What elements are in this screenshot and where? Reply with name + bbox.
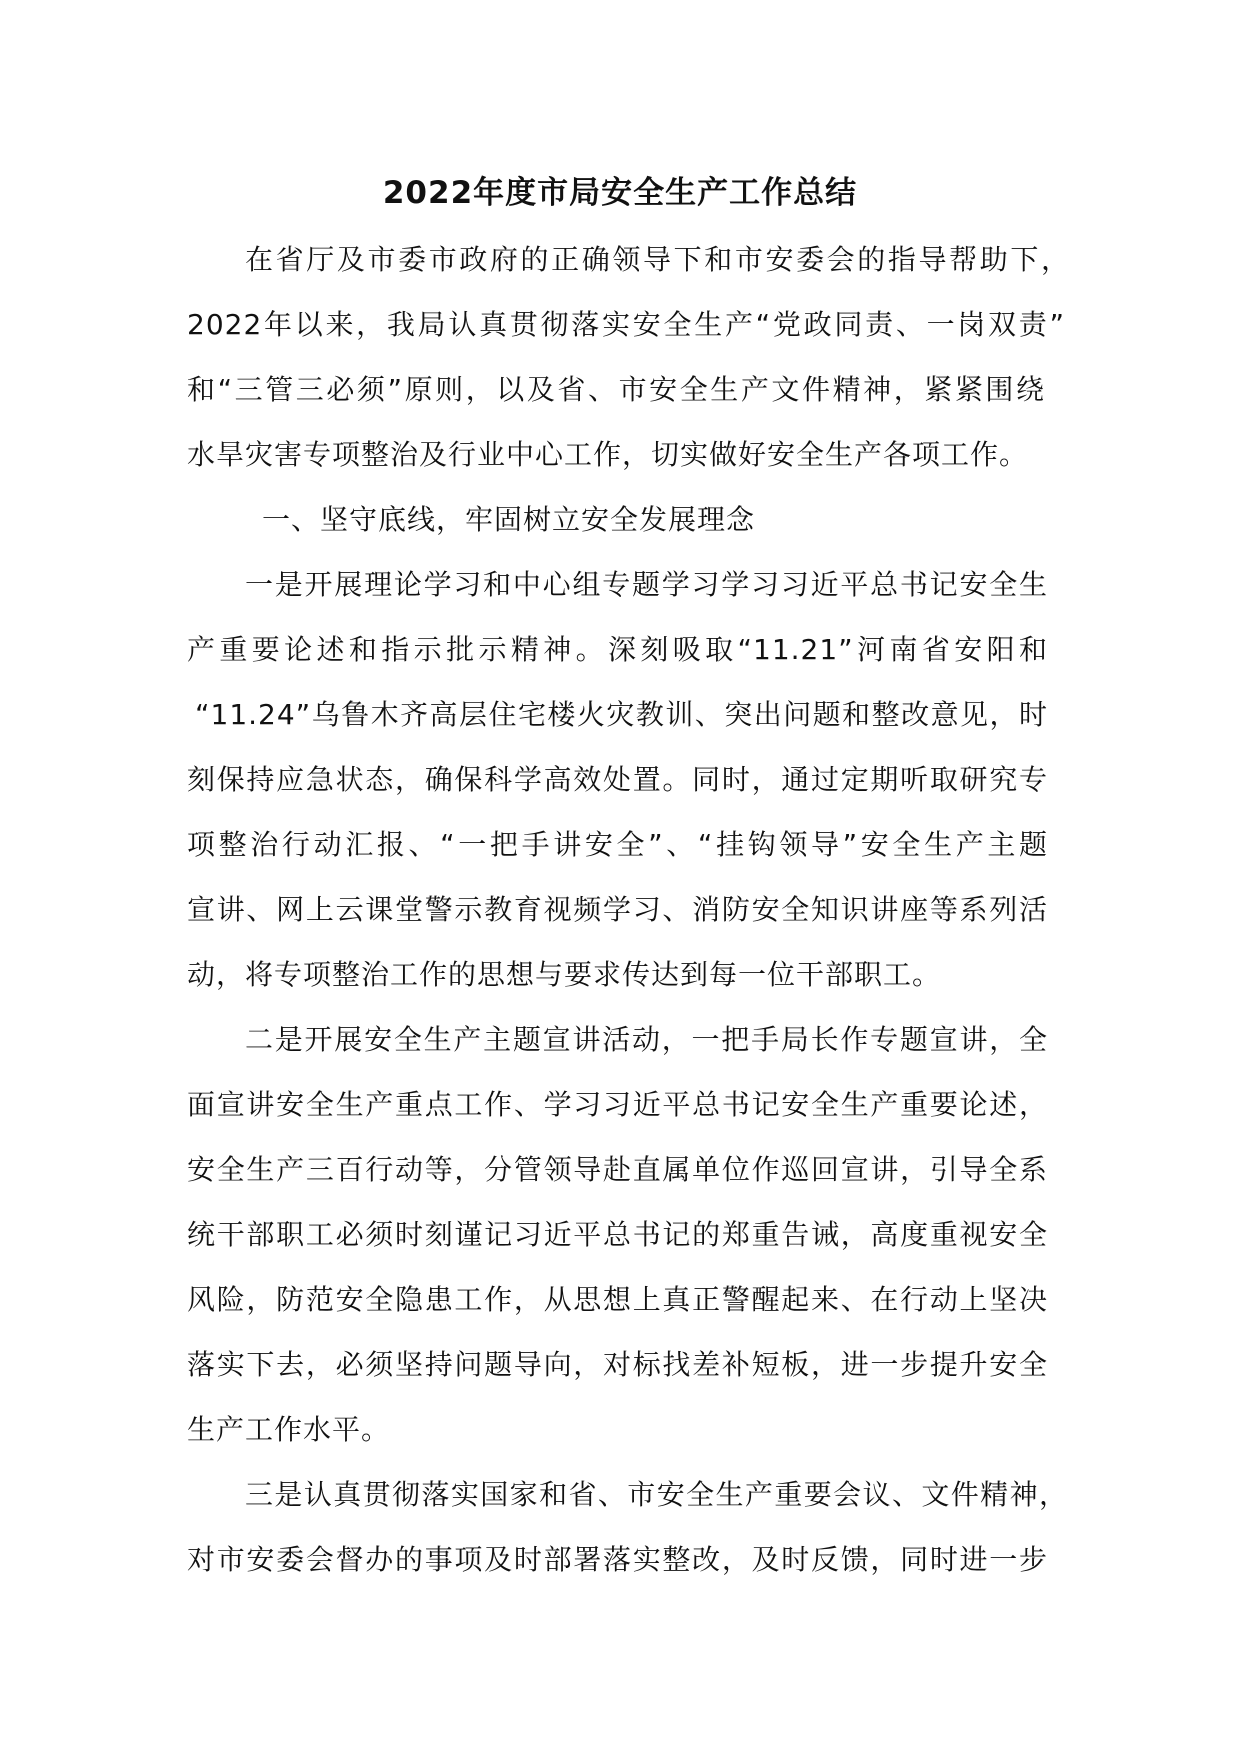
paragraph-3-line-1: 二是开展安全生产主题宣讲活动，一把手局长作专题宣讲，全: [245, 1023, 1048, 1056]
paragraph-1-line-2: 2022年以来，我局认真贯彻落实安全生产“党政同责、一岗双责”: [187, 308, 1065, 341]
paragraph-2-line-5: 项整治行动汇报、“一把手讲安全”、“挂钩领导”安全生产主题: [187, 828, 1048, 861]
paragraph-2-line-1: 一是开展理论学习和中心组专题学习学习习近平总书记安全生: [245, 568, 1048, 601]
paragraph-2-line-4: 刻保持应急状态，确保科学高效处置。同时，通过定期听取研究专: [187, 763, 1048, 796]
paragraph-3-line-3: 安全生产三百行动等，分管领导赴直属单位作巡回宣讲，引导全系: [187, 1153, 1048, 1186]
paragraph-3-line-4: 统干部职工必须时刻谨记习近平总书记的郑重告诫，高度重视安全: [187, 1218, 1048, 1251]
paragraph-4-line-2: 对市安委会督办的事项及时部署落实整改，及时反馈，同时进一步: [187, 1543, 1048, 1576]
document-title: 2022年度市局安全生产工作总结: [382, 175, 858, 211]
paragraph-2-line-7: 动，将专项整治工作的思想与要求传达到每一位干部职工。: [187, 958, 942, 991]
paragraph-1-line-1: 在省厅及市委市政府的正确领导下和市安委会的指导帮助下，: [245, 243, 1070, 276]
paragraph-3-line-7: 生产工作水平。: [187, 1413, 391, 1446]
paragraph-1-line-4: 水旱灾害专项整治及行业中心工作，切实做好安全生产各项工作。: [187, 438, 1029, 471]
paragraph-3-line-6: 落实下去，必须坚持问题导向，对标找差补短板，进一步提升安全: [187, 1348, 1048, 1381]
paragraph-2-line-6: 宣讲、网上云课堂警示教育视频学习、消防安全知识讲座等系列活: [187, 893, 1048, 926]
paragraph-1-line-3: 和“三管三必须”原则，以及省、市安全生产文件精神，紧紧围绕: [187, 373, 1045, 406]
paragraph-4-line-1: 三是认真贯彻落实国家和省、市安全生产重要会议、文件精神，: [245, 1478, 1068, 1511]
paragraph-3-line-5: 风险，防范安全隐患工作，从思想上真正警醒起来、在行动上坚决: [187, 1283, 1048, 1316]
section-heading-1: 一、坚守底线，牢固树立安全发展理念: [262, 503, 756, 536]
paragraph-2-line-3: “11.24”乌鲁木齐高层住宅楼火灾教训、突出问题和整改意见，时: [195, 698, 1048, 731]
paragraph-2-line-2: 产重要论述和指示批示精神。深刻吸取“11.21”河南省安阳和: [187, 633, 1048, 666]
paragraph-3-line-2: 面宣讲安全生产重点工作、学习习近平总书记安全生产重要论述，: [187, 1088, 1048, 1121]
